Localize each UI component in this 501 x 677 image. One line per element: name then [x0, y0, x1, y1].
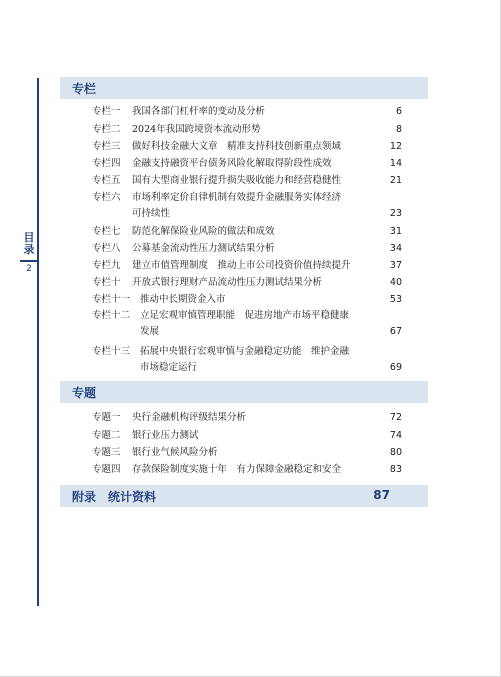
entry-title: 我国各部门杠杆率的变动及分析	[132, 106, 266, 117]
entry-title-continued: 市场稳定运行	[140, 362, 198, 373]
entry-title: 公募基金流动性压力测试结果分析	[132, 243, 275, 254]
side-tick	[20, 260, 38, 262]
section-header-zhuanlan[interactable]	[60, 77, 428, 99]
entry-label: 专栏三	[92, 141, 121, 152]
entry-page: 53	[389, 294, 402, 305]
entry-title-continued: 可持续性	[132, 208, 171, 219]
entry-title: 立足宏观审慎管理职能 促进房地产市场平稳健康	[140, 310, 350, 321]
entry-title: 推动中长期资金入市	[140, 294, 226, 305]
entry-title: 开放式银行理财产品流动性压力测试结果分析	[132, 277, 323, 288]
entry-title-continued: 发展	[140, 326, 160, 337]
entry-label: 专栏五	[92, 175, 121, 186]
entry-label: 专题三	[92, 447, 121, 458]
entry-title: 防范化解保险业风险的做法和成效	[132, 226, 275, 237]
entry-label: 专题一	[92, 412, 121, 423]
entry-page: 21	[389, 175, 402, 186]
entry-page: 34	[389, 243, 402, 254]
entry-title: 存款保险制度实施十年 有力保障金融稳定和安全	[132, 464, 342, 475]
entry-label: 专栏十三	[92, 346, 131, 357]
entry-title: 2024年我国跨境资本流动形势	[132, 124, 261, 135]
entry-page: 67	[389, 326, 402, 337]
entry-page: 14	[389, 158, 402, 169]
entry-page: 69	[389, 362, 402, 373]
entry-label: 专栏七	[92, 226, 121, 237]
section-title: 专栏	[72, 82, 97, 96]
side-rule	[37, 78, 39, 606]
entry-title: 银行业压力测试	[132, 430, 199, 441]
entry-label: 专栏一	[92, 106, 121, 117]
entry-label: 专栏十一	[92, 294, 131, 305]
entry-title: 金融支持融资平台债务风险化解取得阶段性成效	[132, 158, 332, 169]
entry-label: 专栏二	[92, 124, 121, 135]
entry-title: 银行业气候风险分析	[132, 447, 218, 458]
entry-label: 专栏十	[92, 277, 121, 288]
appendix-page: 87	[373, 488, 390, 502]
entry-page: 12	[389, 141, 402, 152]
entry-title: 国有大型商业银行提升损失吸收能力和经营稳健性	[132, 175, 342, 186]
entry-label: 专栏八	[92, 243, 121, 254]
entry-label: 专栏九	[92, 260, 121, 271]
appendix-title: 附录 统计资料	[72, 490, 157, 504]
entry-label: 专栏六	[92, 192, 121, 203]
entry-label: 专栏四	[92, 158, 121, 169]
entry-page: 83	[389, 464, 402, 475]
sidebar-label: 目录	[23, 231, 35, 256]
entry-title: 央行金融机构评级结果分析	[132, 412, 247, 423]
entry-label: 专栏十二	[92, 310, 131, 321]
entry-page: 74	[389, 430, 402, 441]
entry-title: 建立市值管理制度 推动上市公司投资价值持续提升	[132, 260, 351, 271]
sidebar-page-number: 2	[26, 264, 32, 274]
entry-page: 37	[389, 260, 402, 271]
entry-page: 31	[389, 226, 402, 237]
section-header-zhuanti[interactable]	[60, 381, 428, 403]
entry-page: 8	[395, 124, 402, 135]
entry-label: 专题二	[92, 430, 121, 441]
section-title: 专题	[72, 386, 97, 400]
entry-title: 做好科技金融大文章 精准支持科技创新重点领域	[132, 141, 342, 152]
entry-page: 40	[389, 277, 402, 288]
entry-title: 市场利率定价自律机制有效提升金融服务实体经济	[132, 192, 342, 203]
entry-label: 专题四	[92, 464, 121, 475]
entry-title: 拓展中央银行宏观审慎与金融稳定功能 维护金融	[140, 346, 350, 357]
appendix-header[interactable]	[60, 485, 428, 507]
entry-page: 80	[389, 447, 402, 458]
entry-page: 23	[389, 208, 402, 219]
entry-page: 72	[389, 412, 402, 423]
entry-page: 6	[395, 106, 402, 117]
